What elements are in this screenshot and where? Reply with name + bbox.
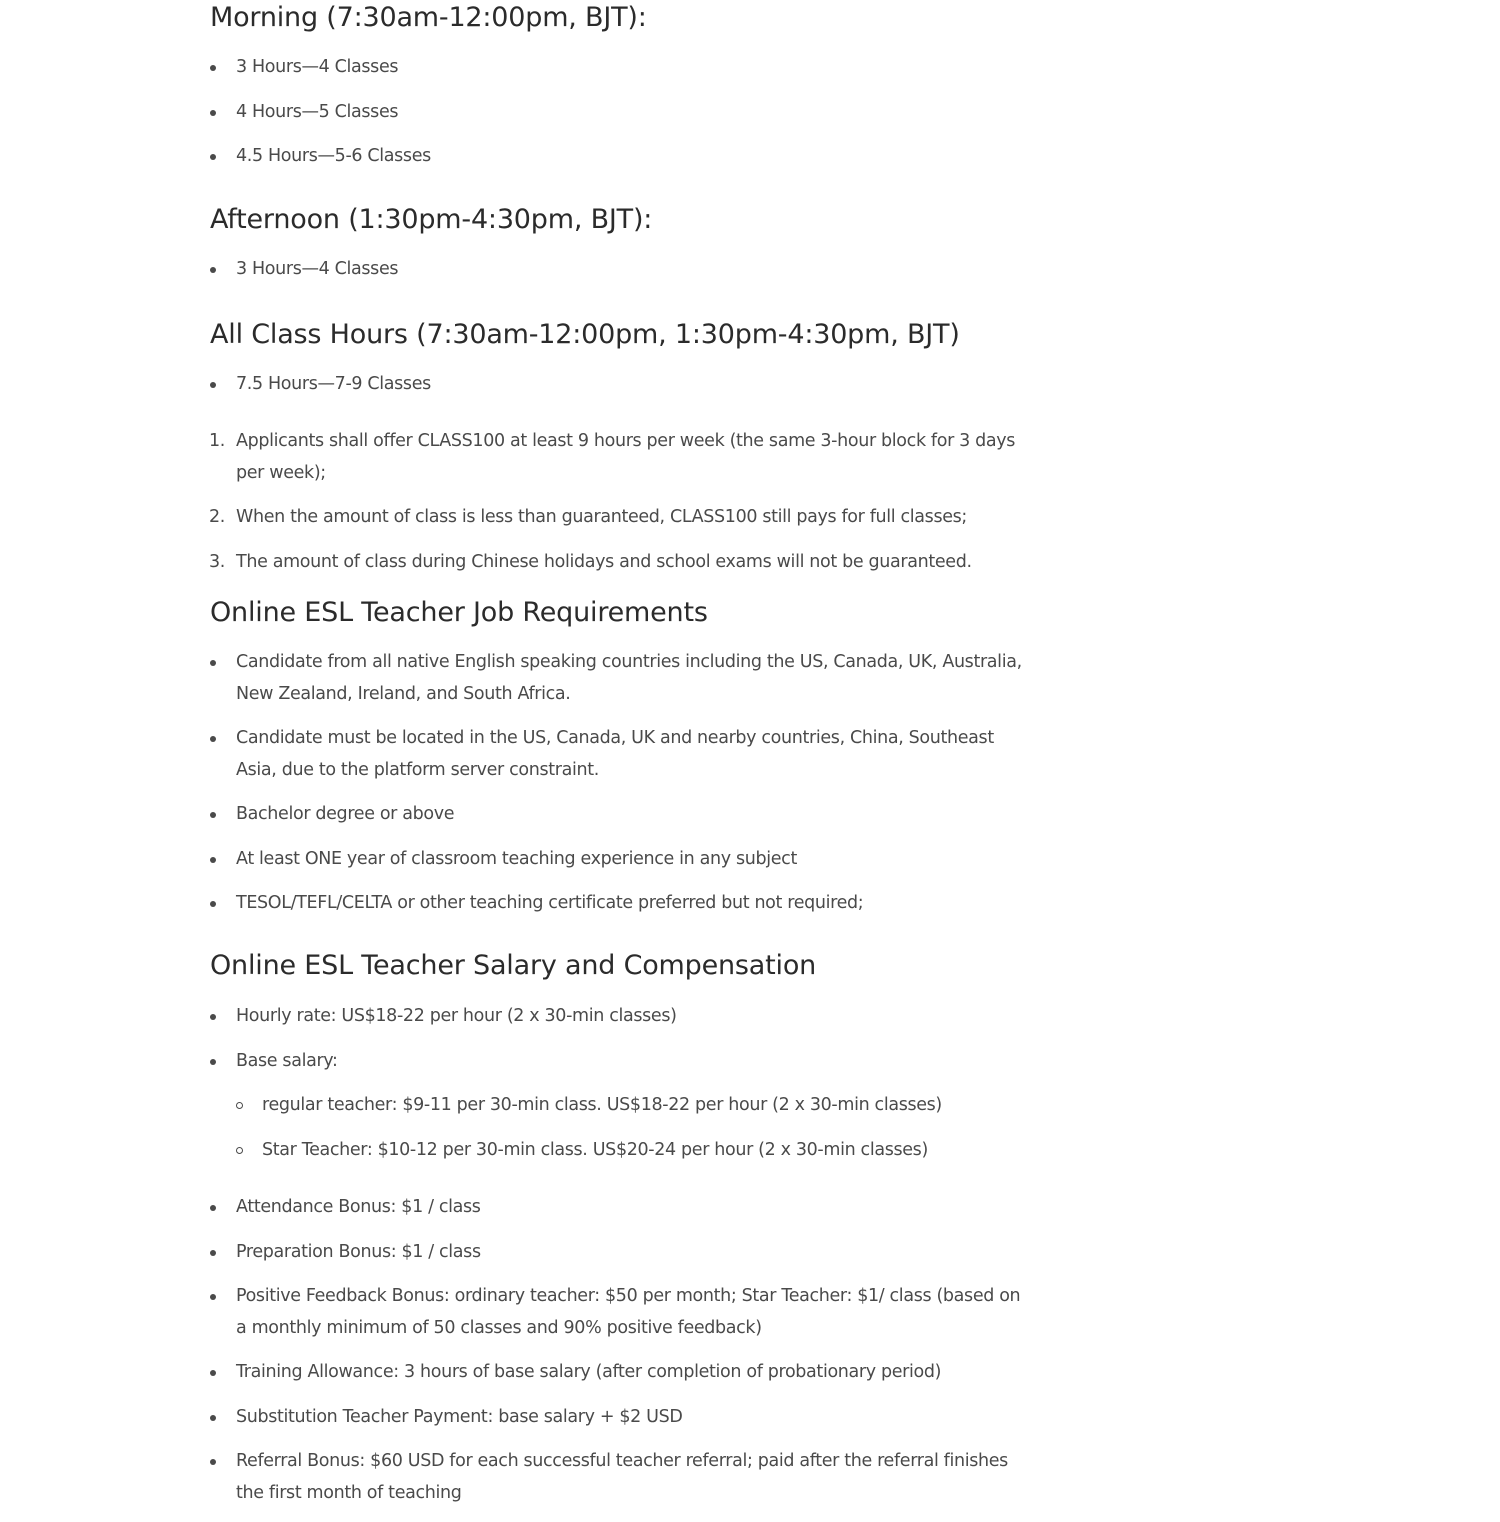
notes-list: [210, 426, 1030, 591]
list-item: Attendance Bonus: $1 / class: [210, 1192, 1030, 1224]
list-item: 3 Hours—4 Classes: [210, 52, 1030, 84]
list-item: 4.5 Hours—5-6 Classes: [210, 141, 1030, 173]
list-item: 3 Hours—4 Classes: [210, 254, 1030, 286]
numbered-item: [210, 502, 1030, 534]
base-salary-sublist: [236, 1090, 1030, 1166]
numbered-item: [210, 547, 1030, 579]
list-item: At least ONE year of classroom teaching experience in any subject: [210, 844, 1030, 876]
sublist-item: Star Teacher: $10-12 per 30-min class. US$20-24 per hour (2 x 30-min classes): [236, 1135, 1030, 1167]
requirements-list: [210, 647, 1030, 933]
numbered-item: [210, 426, 1030, 489]
requirements-heading: Online ESL Teacher Job Requirements: [210, 597, 708, 628]
morning-heading: Morning (7:30am-12:00pm, BJT):: [210, 2, 647, 33]
list-item: 4 Hours—5 Classes: [210, 97, 1030, 129]
list-item: Candidate from all native English speaking countries including the US, Canada, UK, Australia, New Zealand, Ireland, and South Africa.: [210, 647, 1030, 710]
list-item: Candidate must be located in the US, Canada, UK and nearby countries, China, Southeast Asia, due to the platform server constraint.: [210, 723, 1030, 786]
item-text: The amount of class during Chinese holidays and school exams will not be guaranteed.: [236, 551, 972, 572]
salary-heading: Online ESL Teacher Salary and Compensation: [210, 950, 817, 981]
afternoon-heading: Afternoon (1:30pm-4:30pm, BJT):: [210, 204, 653, 235]
list-item: Hourly rate: US$18-22 per hour (2 x 30-min classes): [210, 1001, 1030, 1033]
list-item: Substitution Teacher Payment: base salary + $2 USD: [210, 1402, 1030, 1434]
all-hours-heading: All Class Hours (7:30am-12:00pm, 1:30pm-4:30pm, BJT): [210, 319, 960, 350]
item-text: Base salary:: [236, 1050, 338, 1071]
list-item: Preparation Bonus: $1 / class: [210, 1237, 1030, 1269]
item-number: 3.: [209, 551, 225, 572]
list-item: TESOL/TEFL/CELTA or other teaching certificate preferred but not required;: [210, 888, 1030, 920]
salary-list: [210, 1001, 1030, 1522]
afternoon-list: [210, 254, 1030, 286]
item-number: 2.: [209, 507, 225, 527]
morning-list: [210, 52, 1030, 186]
item-text: When the amount of class is less than guaranteed, CLASS100 still pays for full classes;: [236, 507, 967, 527]
list-item: Referral Bonus: $60 USD for each successful teacher referral; paid after the referral finishes the first month of teaching: [210, 1446, 1030, 1509]
sublist-item: regular teacher: $9-11 per 30-min class. US$18-22 per hour (2 x 30-min classes): [236, 1090, 1030, 1122]
all-hours-list: [210, 369, 1030, 401]
list-item: Positive Feedback Bonus: ordinary teacher: $50 per month; Star Teacher: $1/ class (based on a monthly minimum of 50 classes and 90% positive feedback): [210, 1281, 1030, 1344]
list-item: 7.5 Hours—7-9 Classes: [210, 369, 1030, 401]
list-item: Bachelor degree or above: [210, 799, 1030, 831]
item-number: 1.: [209, 431, 225, 451]
list-item-base-salary: [210, 1046, 1030, 1167]
item-text: Applicants shall offer CLASS100 at least 9 hours per week (the same 3-hour block for 3 days per week);: [236, 431, 1016, 483]
list-item: Training Allowance: 3 hours of base salary (after completion of probationary period): [210, 1357, 1030, 1389]
